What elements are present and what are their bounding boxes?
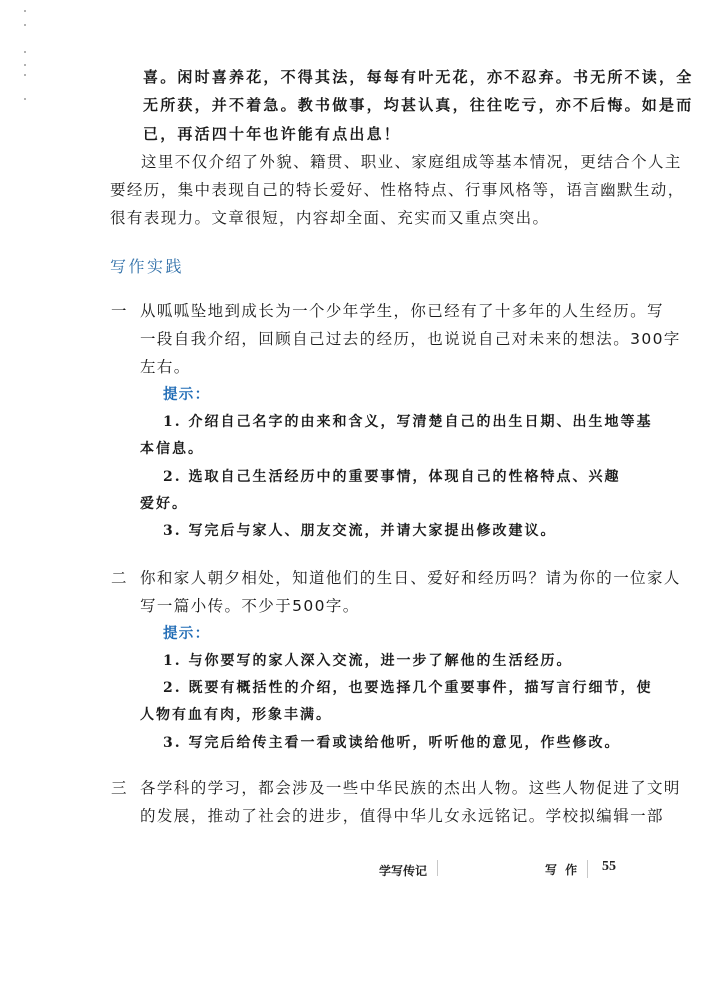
- exercise-text-line: 左右。: [140, 358, 191, 376]
- hint-line: 3. 写完后与家人、朋友交流，并请大家提出修改建议。: [163, 523, 557, 539]
- footer-divider: [437, 860, 438, 876]
- exercise-number: 三: [111, 779, 128, 797]
- exercise-text-line: 各学科的学习，都会涉及一些中华民族的杰出人物。这些人物促进了文明: [140, 779, 681, 797]
- exercise-number: 二: [111, 569, 128, 587]
- commentary-line: 这里不仅介绍了外貌、籍贯、职业、家庭组成等基本情况，更结合个人主: [141, 153, 682, 171]
- hint-line: 2. 选取自己生活经历中的重要事情，体现自己的性格特点、兴趣: [163, 469, 621, 485]
- quote-line: 已，再活四十年也许能有点出息！: [143, 125, 402, 143]
- section-heading: 写作实践: [110, 257, 185, 276]
- exercise-text-line: 的发展，推动了社会的进步，值得中华儿女永远铭记。学校拟编辑一部: [140, 807, 664, 825]
- footer-unit-title: 学写传记: [379, 864, 428, 878]
- quote-line: 无所获，并不着急。教书做事，均甚认真，往往吃亏，亦不后悔。如是而: [143, 96, 694, 114]
- exercise-text-line: 写一篇小传。不少于500字。: [140, 597, 360, 615]
- exercise-text-line: 一段自我介绍，回顾自己过去的经历，也说说自己对未来的想法。300字: [140, 330, 681, 348]
- hint-line: 人物有血有肉，形象丰满。: [140, 707, 332, 723]
- quote-line: 喜。闲时喜养花，不得其法，每每有叶无花，亦不忍弃。书无所不读，全: [143, 68, 694, 86]
- exercise-text-line: 从呱呱坠地到成长为一个少年学生，你已经有了十多年的人生经历。写: [140, 302, 664, 320]
- exercise-number: 一: [111, 302, 128, 320]
- footer-section: 写 作: [545, 863, 580, 877]
- hint-line: 爱好。: [140, 496, 188, 512]
- hint-line: 2. 既要有概括性的介绍，也要选择几个重要事件，描写言行细节，使: [163, 680, 653, 696]
- footer-divider: [587, 860, 588, 878]
- hint-line: 1. 介绍自己名字的由来和含义，写清楚自己的出生日期、出生地等基: [163, 414, 653, 430]
- commentary-line: 很有表现力。文章很短，内容却全面、充实而又重点突出。: [110, 209, 550, 227]
- hint-line: 3. 写完后给传主看一看或读给他听，听听他的意见，作些修改。: [163, 735, 621, 751]
- page-number: 55: [602, 859, 616, 874]
- hint-line: 1. 与你要写的家人深入交流，进一步了解他的生活经历。: [163, 653, 573, 669]
- hint-line: 本信息。: [140, 441, 204, 457]
- hint-label: 提示：: [163, 626, 211, 642]
- exercise-text-line: 你和家人朝夕相处，知道他们的生日、爱好和经历吗？请为你的一位家人: [140, 569, 681, 587]
- hint-label: 提示：: [163, 387, 211, 403]
- commentary-line: 要经历，集中表现自己的特长爱好、性格特点、行事风格等，语言幽默生动，: [110, 181, 685, 199]
